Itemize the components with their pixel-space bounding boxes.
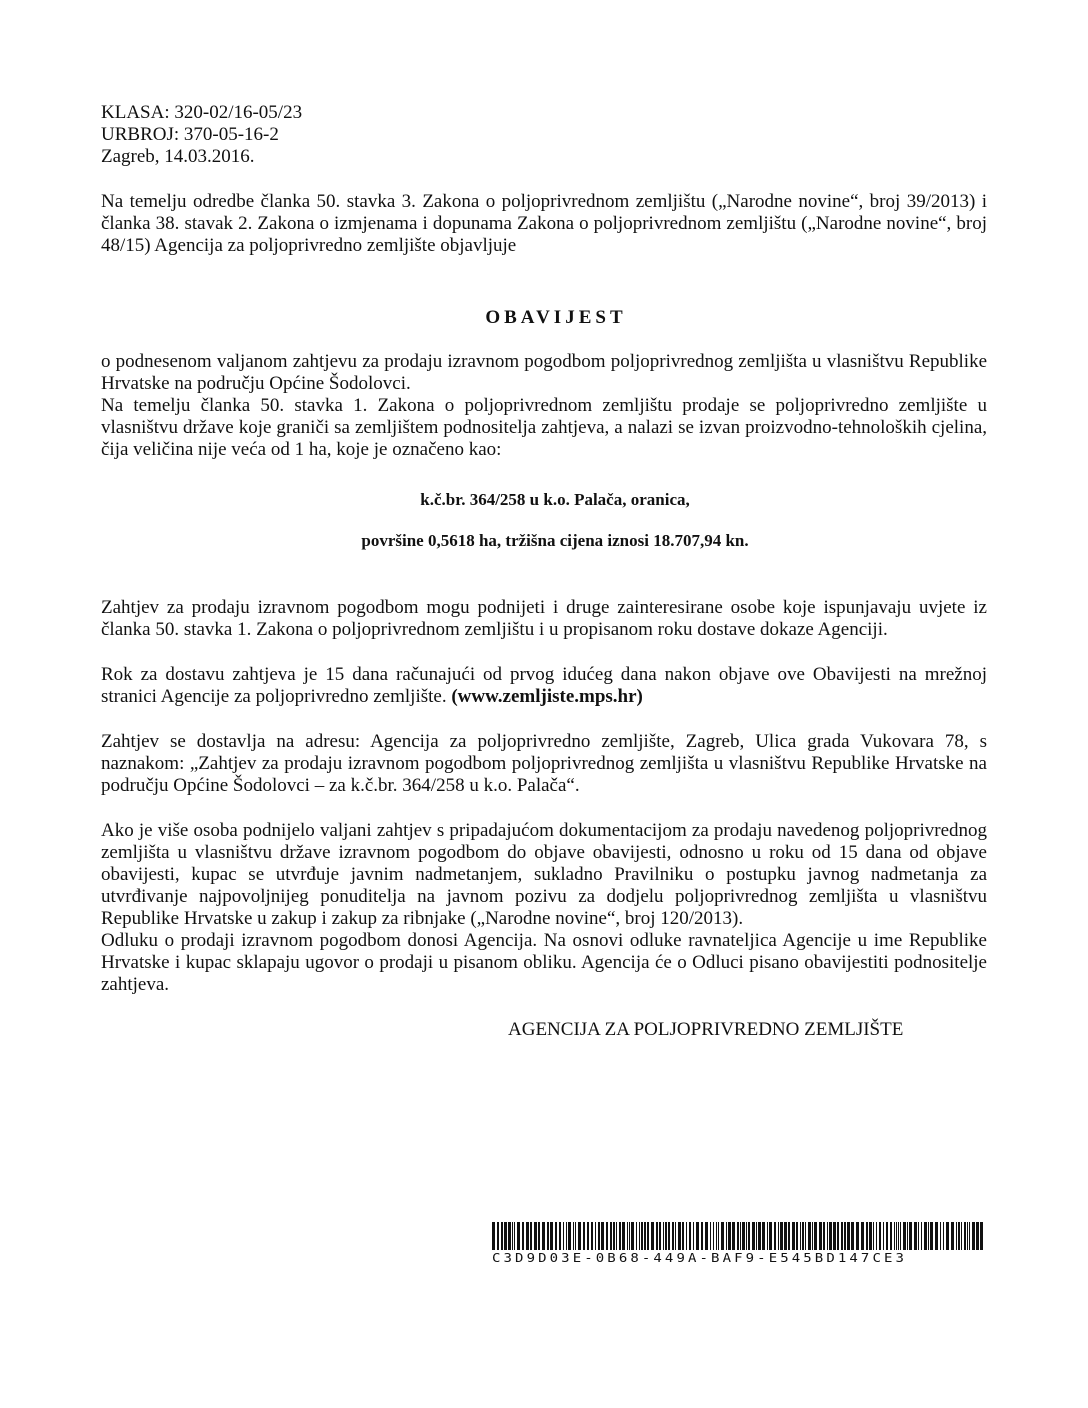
deadline-text: Rok za dostavu zahtjeva je 15 dana računajući od prvog idućeg dana nakon objave ove Obavijesti na mrežnoj stranici Agencije za poljoprivredno zemljište. [101, 664, 987, 707]
legal-basis-paragraph: Na temelju članka 50. stavka 1. Zakona o poljoprivrednom zemljištu prodaje se poljoprivredno zemljište u vlasništvu države koje graniči sa zemljištem podnositelja zahtjeva, a nalazi se izvan proizvodno-tehnoloških cjelina, čija veličina nije veća od 1 ha, koje je označeno kao: [101, 395, 987, 460]
barcode-code: C3D9D03E-0B68-449A-BAF9-E545BD147CE3 [492, 1251, 908, 1266]
website-link[interactable]: (www.zemljiste.mps.hr) [451, 686, 643, 707]
urbroj-line: URBROJ: 370-05-16-2 [101, 124, 279, 145]
parcel-line-2: površine 0,5618 ha, tržišna cijena iznosi 18.707,94 kn. [361, 531, 749, 550]
address-paragraph: Zahtjev se dostavlja na adresu: Agencija za poljoprivredno zemljište, Zagreb, Ulica grada Vukovara 78, s naznakom: „Zahtjev za prodaju izravnom pogodbom poljoprivrednog zemljišta u vlasništvu Republike Hrvatske na području Općine Šodolovci – za k.č.br. 364/258 u k.o. Palača“. [101, 731, 987, 796]
subject-paragraph: o podnesenom valjanom zahtjevu za prodaju izravnom pogodbom poljoprivrednog zemljišta u vlasništvu Republike Hrvatske na području Općine Šodolovci. [101, 351, 987, 394]
barcode-icon [492, 1222, 986, 1250]
document-title: OBAVIJEST [485, 307, 627, 328]
klasa-line: KLASA: 320-02/16-05/23 [101, 102, 303, 123]
reference-block [101, 102, 987, 168]
others-paragraph: Zahtjev za prodaju izravnom pogodbom mogu podnijeti i druge zainteresirane osobe koje ispunjavaju uvjete iz članka 50. stavka 1. Zakona o poljoprivrednom zemljištu i u propisanom roku dostave dokaze Agenciji. [101, 597, 987, 640]
document-page [101, 102, 987, 1041]
parcel-line-1: k.č.br. 364/258 u k.o. Palača, oranica, [420, 490, 690, 509]
deadline-paragraph [101, 664, 987, 708]
barcode [492, 1222, 986, 1267]
place-date-line: Zagreb, 14.03.2016. [101, 146, 255, 167]
multiple-applicants-paragraph: Ako je više osoba podnijelo valjani zahtjev s pripadajućom dokumentacijom za prodaju navedenog poljoprivrednog zemljišta u vlasništvu države izravnom pogodbom do objave obavijesti, odnosno u roku od 15 dana od objave obavijesti, kupac se utvrđuje javnim nadmetanjem, sukladno Pravilniku o postupku javnog nadmetanja za utvrđivanje najpovoljnijeg ponuditelja na javnom pozivu za dodjelu poljoprivrednog zemljišta u vlasništvu Republike Hrvatske u zakup i zakup za ribnjake („Narodne novine“, broj 120/2013). [101, 820, 987, 929]
decision-paragraph: Odluku o prodaji izravnom pogodbom donosi Agencija. Na osnovi odluke ravnateljica Agencije u ime Republike Hrvatske i kupac sklapaju ugovor o prodaji u pisanom obliku. Agencija će o Odluci pisano obavijestiti podnositelje zahtjeva. [101, 930, 987, 995]
signature-line: AGENCIJA ZA POLJOPRIVREDNO ZEMLJIŠTE [508, 1019, 904, 1040]
intro-paragraph: Na temelju odredbe članka 50. stavka 3. Zakona o poljoprivrednom zemljištu („Narodne novine“, broj 39/2013) i članka 38. stavak 2. Zakona o izmjenama i dopunama Zakona o poljoprivrednom zemljištu („Narodne novine“, broj 48/15) Agencija za poljoprivredno zemljište objavljuje [101, 191, 987, 256]
